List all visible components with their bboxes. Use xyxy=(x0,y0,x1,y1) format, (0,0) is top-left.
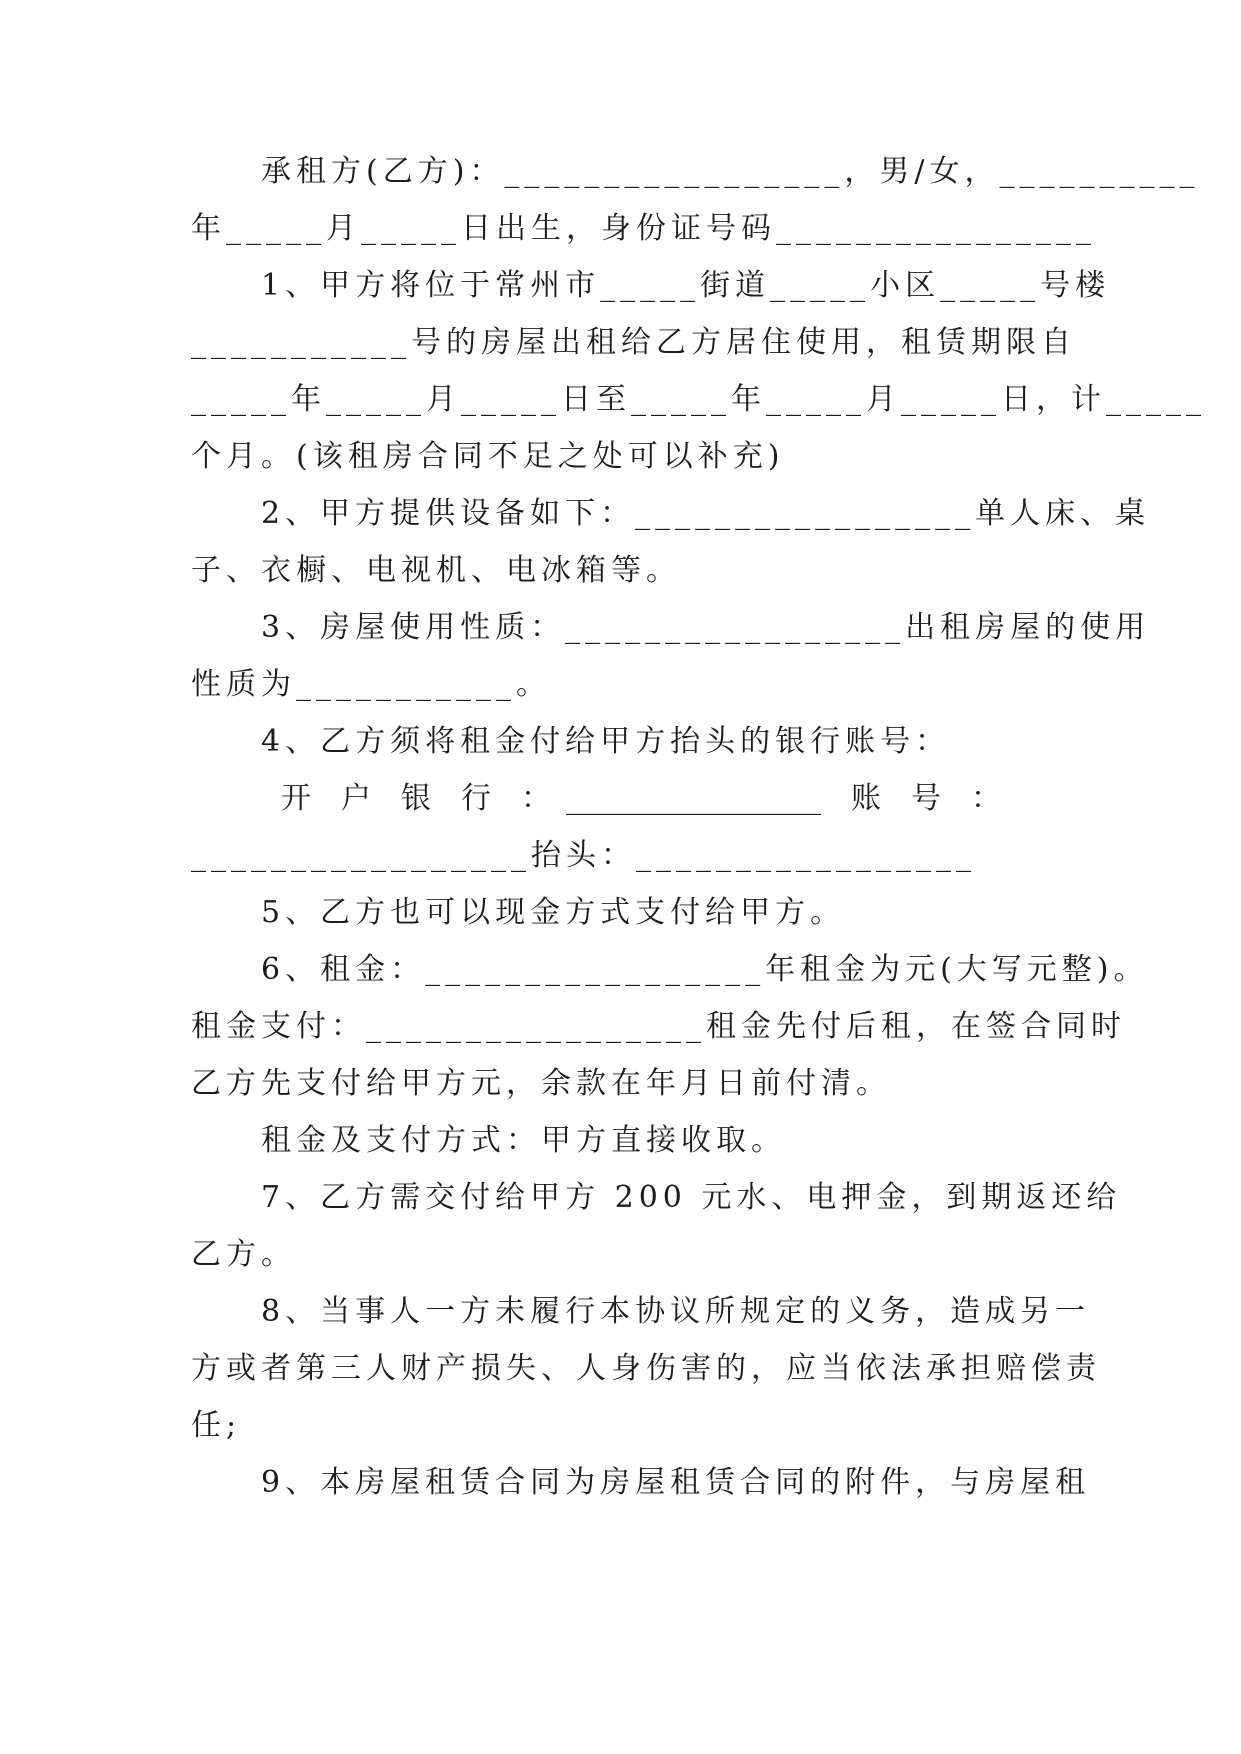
text-line-clause-1: 1、甲方将位于常州市_____街道_____小区_____号楼 xyxy=(191,268,1111,303)
text-line-clause-1-cont: ___________号的房屋出租给乙方居住使用，租赁期限自 xyxy=(191,325,1076,360)
text-line-months: 个月。(该租房合同不足之处可以补充) xyxy=(191,439,785,474)
text-line-lessee: 承租方(乙方)：_________________，男/女，__________ xyxy=(191,154,1200,189)
text-line-clause-8-end: 任; xyxy=(191,1408,242,1443)
text-line-clause-2-cont: 子、衣橱、电视机、电冰箱等。 xyxy=(191,553,681,588)
text-line-clause-9: 9、本房屋租赁合同为房屋租赁合同的附件，与房屋租 xyxy=(191,1465,1091,1500)
text-line-clause-3: 3、房屋使用性质：_________________出租房屋的使用 xyxy=(191,610,1151,645)
text-line-rent-payment-cont: 乙方先支付给甲方元，余款在年月日前付清。 xyxy=(191,1066,891,1101)
text-line-payment-method: 租金及支付方式：甲方直接收取。 xyxy=(191,1123,786,1158)
text-line-clause-3-cont: 性质为___________。 xyxy=(191,667,551,702)
text-line-birth-id: 年_____月_____日出生，身份证号码________________ xyxy=(191,211,1096,246)
text-line-bank-account: 开 户 银 行 ： _________________ 账 号 ： xyxy=(191,781,1001,816)
text-line-clause-8: 8、当事人一方未履行本协议所规定的义务，造成另一 xyxy=(191,1294,1091,1329)
text-line-account-header: _________________抬头：_________________ xyxy=(191,838,976,873)
text-line-clause-5: 5、乙方也可以现金方式支付给甲方。 xyxy=(191,895,846,930)
text-line-clause-7: 7、乙方需交付给甲方 200 元水、电押金，到期返还给 xyxy=(191,1180,1122,1215)
text-line-rent-payment: 租金支付：_________________租金先付后租，在签合同时 xyxy=(191,1009,1126,1044)
text-line-lease-period: _____年_____月_____日至_____年_____月_____日，计_____ xyxy=(191,382,1206,417)
text-line-clause-6: 6、租金：_________________年租金为元(大写元整)。 xyxy=(191,952,1149,987)
text-line-clause-7-cont: 乙方。 xyxy=(191,1237,296,1272)
text-line-clause-8-cont: 方或者第三人财产损失、人身伤害的，应当依法承担赔偿责 xyxy=(191,1351,1101,1386)
text-line-clause-4: 4、乙方须将租金付给甲方抬头的银行账号： xyxy=(191,724,951,759)
text-line-clause-2: 2、甲方提供设备如下：_________________单人床、桌 xyxy=(191,496,1151,531)
